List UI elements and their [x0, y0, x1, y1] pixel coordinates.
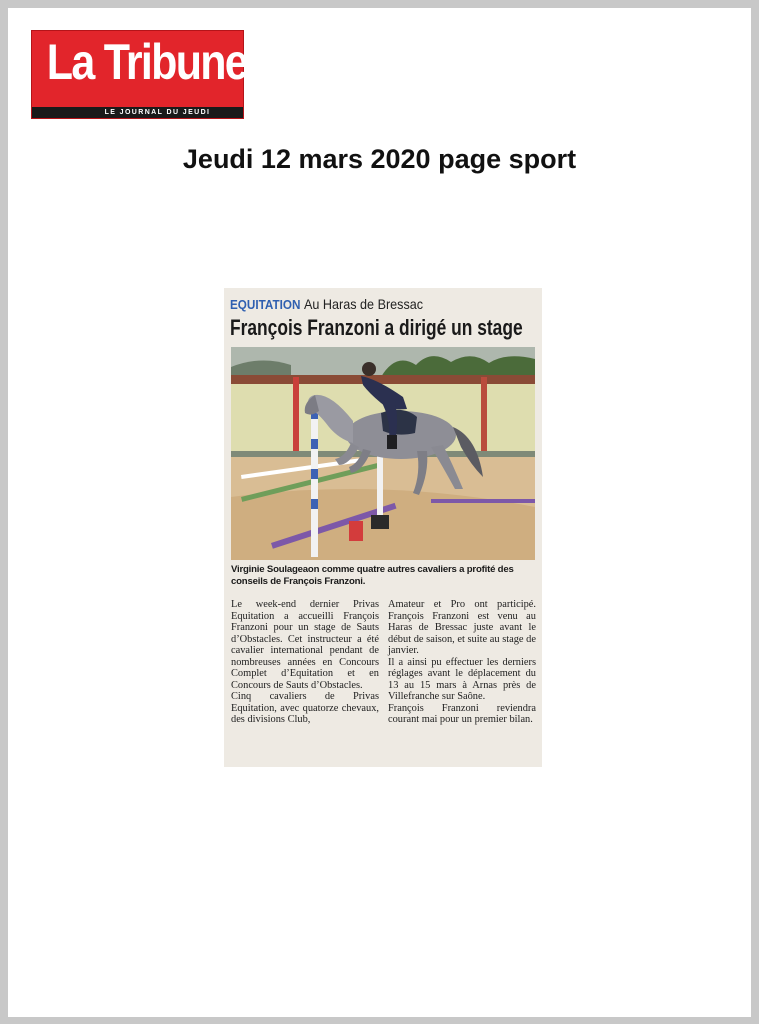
logo-title: La Tribune — [46, 34, 247, 90]
newspaper-clipping — [224, 288, 542, 767]
article-photo — [231, 347, 535, 560]
column-2-paragraph: Amateur et Pro ont participé. François Franzoni est venu au Haras de Bressac juste avant le début de saison, et suite au stage de janvier. — [388, 599, 536, 656]
article-column-2 — [388, 599, 536, 726]
article-kicker — [230, 296, 423, 312]
page-title: Jeudi 12 mars 2020 page sport — [182, 144, 577, 174]
la-tribune-logo — [31, 30, 247, 119]
show-jumping-photo — [231, 347, 535, 560]
logo-tagline: LE JOURNAL DU JEUDI — [32, 107, 243, 118]
column-2-paragraph: François Franzoni reviendra courant mai pour un premier bilan. — [388, 702, 536, 725]
page-frame — [8, 8, 751, 1017]
column-2-paragraph: Il a ainsi pu effectuer les derniers réglages avant le déplacement du 13 au 15 mars à Arnas près de Villefranche sur Saône. — [388, 656, 536, 702]
photo-caption: Virginie Soulageaon comme quatre autres cavaliers a profité des conseils de François Franzoni. — [231, 564, 514, 587]
article-category: EQUITATION — [230, 297, 301, 312]
column-1-paragraph: Cinq cavaliers de Privas Equitation, avec quatorze chevaux, des divisions Club, — [231, 691, 379, 725]
article-column-1 — [231, 599, 379, 726]
article-headline: François Franzoni a dirigé un stage — [230, 315, 523, 340]
article-location: Au Haras de Bressac — [304, 296, 424, 312]
column-1-paragraph: Le week-end dernier Privas Equitation a accueilli François Franzoni pour un stage de Sauts d’Obstacles. Cet instructeur a été cavalier international pendant de nombreuses années en Concours Complet d’Equitation et en Concours de Sauts d’Obstacles. — [231, 599, 379, 691]
